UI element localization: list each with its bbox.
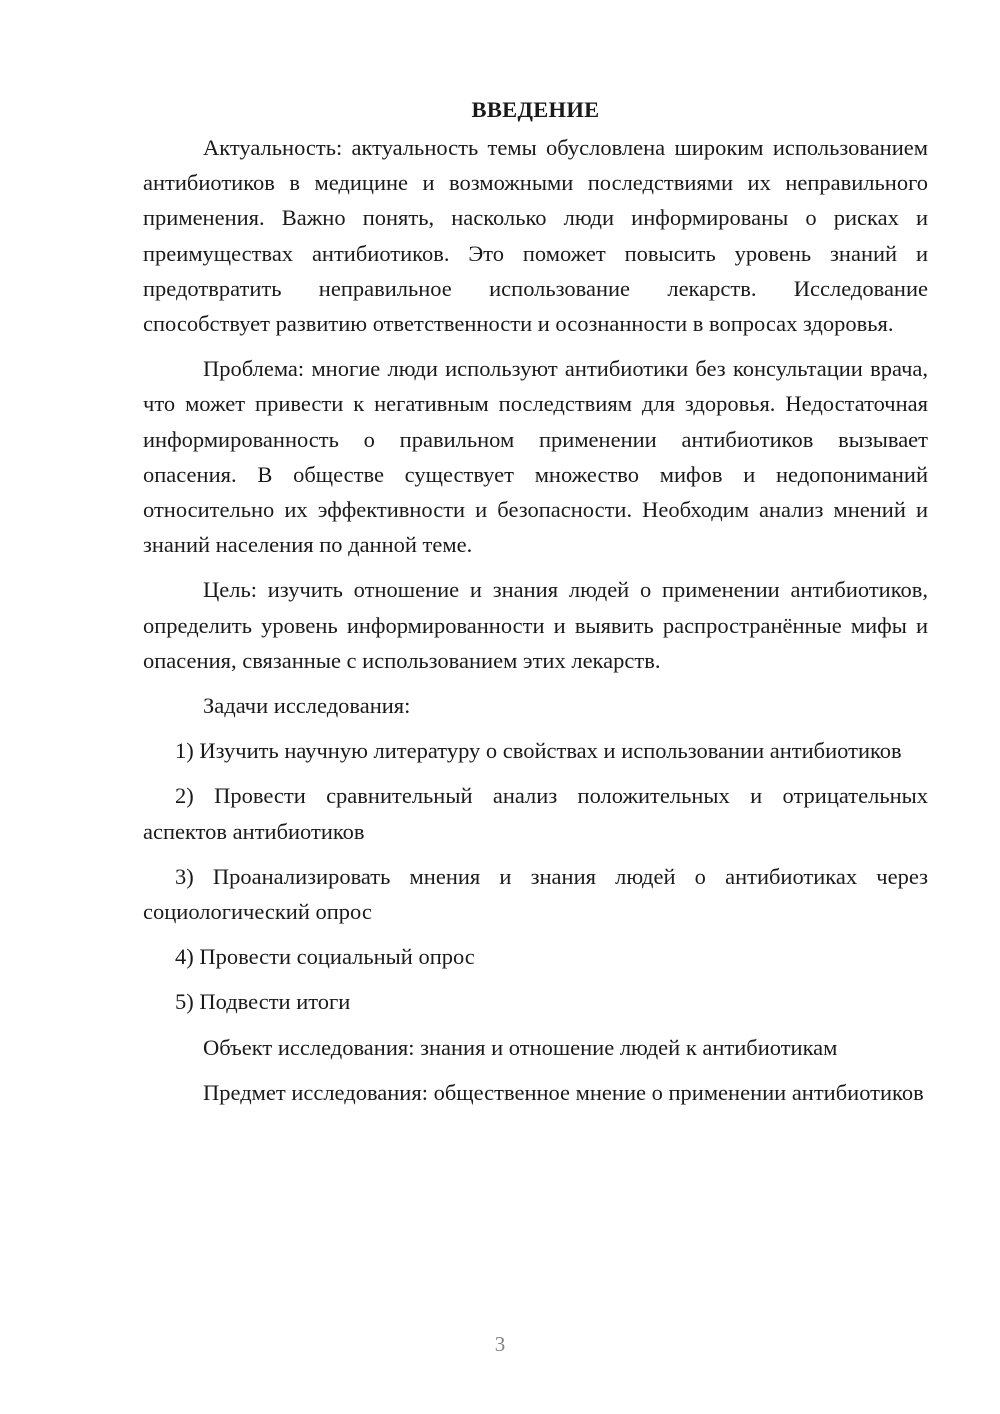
list-item: 1) Изучить научную литературу о свойствах и использовании антибиотиков <box>175 738 902 764</box>
object-paragraph: Объект исследования: знания и отношение людей к антибиотикам <box>203 1034 838 1060</box>
tasks-list <box>143 733 928 1019</box>
tasks-heading: Задачи исследования: <box>203 693 411 719</box>
goal-paragraph: Цель: изучить отношение и знания людей о применении антибиотиков, определить уровень информированности и выявить распространённые мифы и опасения, связанные с использованием этих лекарств. <box>143 577 928 673</box>
document-page <box>143 92 928 1120</box>
list-item: 2) Провести сравнительный анализ положительных и отрицательных аспектов антибиотиков <box>143 783 928 844</box>
list-item: 3) Проанализировать мнения и знания людей о антибиотиках через социологический опрос <box>143 863 928 925</box>
page-number: 3 <box>494 1332 506 1356</box>
section-title: ВВЕДЕНИЕ <box>471 97 600 122</box>
subject-paragraph: Предмет исследования: общественное мнение о применении антибиотиков <box>203 1079 924 1105</box>
problem-paragraph: Проблема: многие люди используют антибиотики без консультации врача, что может привести к негативным последствиям для здоровья. Недостаточная информированность о правильном применении антибиотиков вызывает опасения. В обществе существует множество мифов и недопониманий относительно их эффективности и безопасности. Необходим анализ мнений и знаний населения по данной теме. <box>143 356 928 558</box>
list-item: 5) Подвести итоги <box>175 989 351 1015</box>
list-item: 4) Провести социальный опрос <box>175 944 475 970</box>
relevance-paragraph: Актуальность: актуальность темы обусловлена широким использованием антибиотиков в медицине и возможными последствиями их неправильного применения. Важно понять, насколько люди информированы о рисках и преимуществах антибиотиков. Это поможет повысить уровень знаний и предотвратить неправильное использование лекарств. Исследование способствует развитию ответственности и осознанности в вопросах здоровья. <box>143 135 928 337</box>
